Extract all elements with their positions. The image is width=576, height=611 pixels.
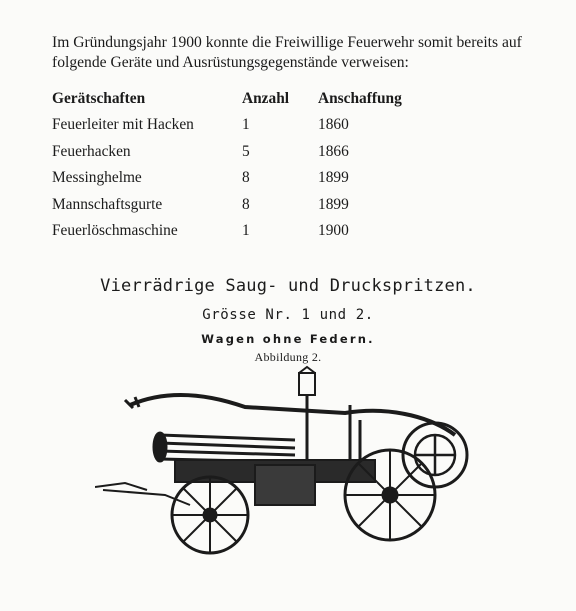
header-geraetschaften: Gerätschaften bbox=[52, 90, 146, 107]
rear-drum-wheel bbox=[415, 435, 455, 475]
cell-year: 1900 bbox=[318, 222, 349, 240]
header-anschaffung: Anschaffung bbox=[318, 90, 402, 107]
cell-year: 1866 bbox=[318, 142, 349, 160]
table-row bbox=[52, 139, 438, 166]
table-row bbox=[52, 218, 438, 245]
rear-wheel bbox=[345, 450, 435, 540]
hose-bundle bbox=[154, 433, 295, 462]
cell-count: 8 bbox=[242, 195, 250, 213]
lantern bbox=[299, 373, 315, 395]
intro-paragraph bbox=[52, 33, 552, 73]
fire-engine-illustration bbox=[95, 365, 485, 565]
cell-item: Feuerleiter mit Hacken bbox=[52, 116, 194, 134]
header-anzahl: Anzahl bbox=[242, 90, 290, 107]
pump-box bbox=[255, 465, 315, 505]
wagon-shaft bbox=[95, 483, 147, 490]
intro-line-1: Im Gründungsjahr 1900 konnte die Freiwillige Feuerwehr somit bereits auf bbox=[52, 34, 522, 51]
cell-count: 8 bbox=[242, 169, 250, 187]
cell-item: Feuerhacken bbox=[52, 142, 131, 160]
cell-year: 1860 bbox=[318, 116, 349, 134]
cell-count: 1 bbox=[242, 222, 250, 240]
cell-item: Messinghelme bbox=[52, 169, 142, 187]
equipment-table bbox=[52, 88, 438, 245]
cell-year: 1899 bbox=[318, 169, 349, 187]
cell-count: 1 bbox=[242, 116, 250, 134]
catalog-subtitle: Grösse Nr. 1 und 2. bbox=[202, 307, 374, 323]
cell-year: 1899 bbox=[318, 195, 349, 213]
table-header-row bbox=[52, 88, 438, 112]
table-row bbox=[52, 192, 438, 219]
catalog-wagon-note: Wagen ohne Federn. bbox=[201, 332, 375, 346]
figure-caption: Abbildung 2. bbox=[254, 350, 322, 364]
cell-count: 5 bbox=[242, 142, 250, 160]
catalog-title: Vierrädrige Saug- und Druckspritzen. bbox=[100, 276, 476, 296]
pump-lever bbox=[130, 395, 455, 435]
cell-item: Feuerlöschmaschine bbox=[52, 222, 178, 240]
table-row bbox=[52, 112, 438, 139]
front-wheel bbox=[172, 477, 248, 553]
table-row bbox=[52, 165, 438, 192]
intro-line-2: folgende Geräte und Ausrüstungsgegenstände verweisen: bbox=[52, 54, 409, 71]
cell-item: Mannschaftsgurte bbox=[52, 195, 163, 213]
